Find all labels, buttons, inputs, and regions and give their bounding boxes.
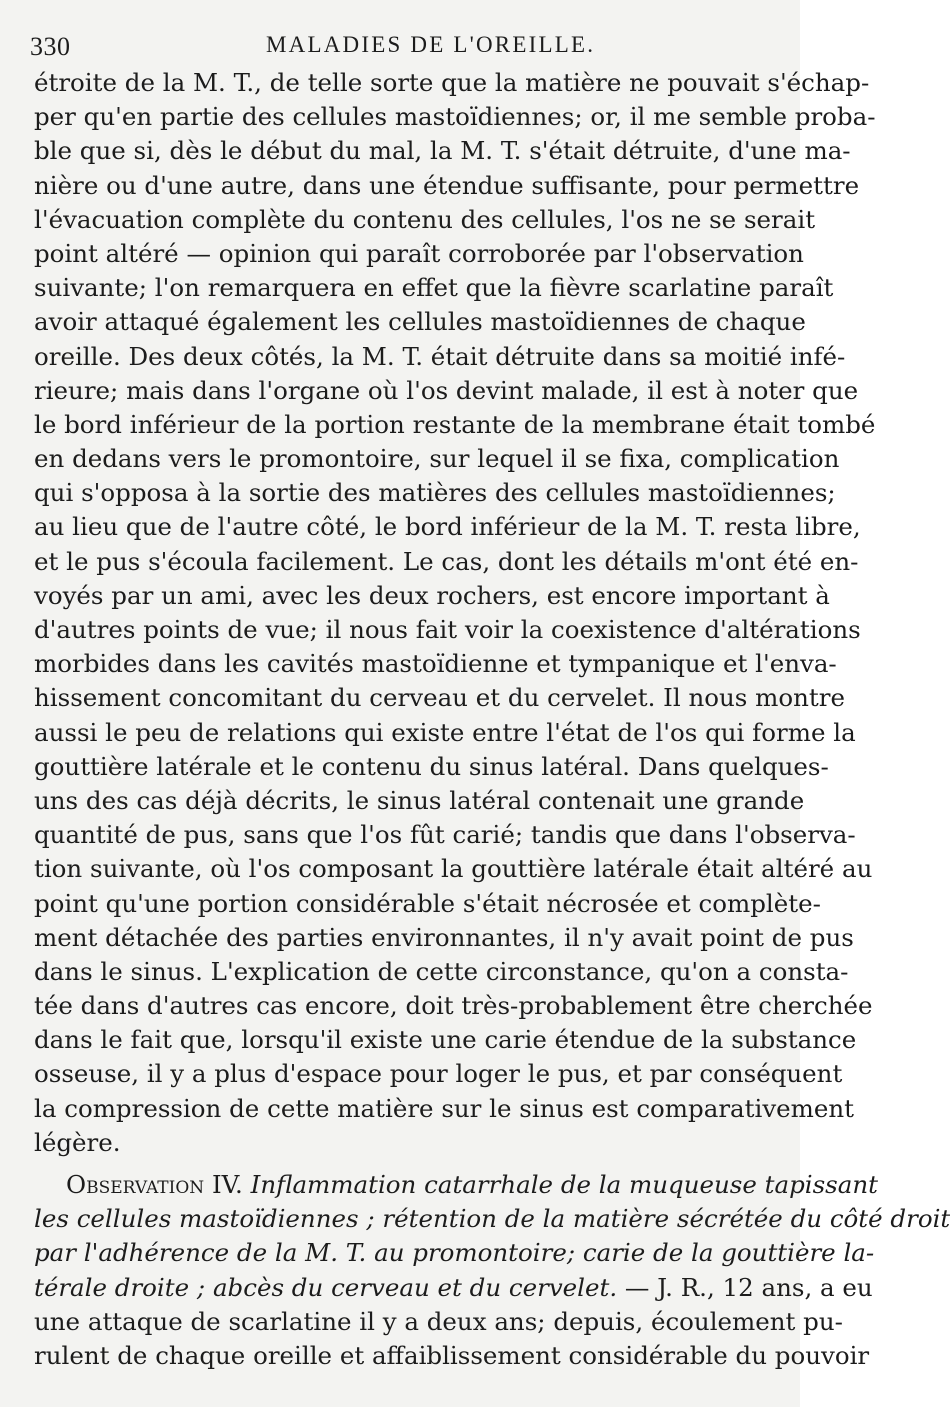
observation-title-end-line	[34, 1271, 873, 1305]
observation-title-end: térale droite ; abcès du cerveau et du cervelet.	[34, 1272, 618, 1302]
body-text	[34, 66, 950, 1373]
text-line: dans le sinus. L'explication de cette circonstance, qu'on a consta-	[34, 956, 849, 986]
text-line: oreille. Des deux côtés, la M. T. était détruite dans sa moitié infé-	[34, 341, 846, 371]
text-line: et le pus s'écoula facilement. Le cas, dont les détails m'ont été en-	[34, 546, 859, 576]
page-number: 330	[30, 32, 71, 61]
text-line: le bord inférieur de la portion restante de la membrane était tombé	[34, 409, 876, 439]
text-line: la compression de cette matière sur le sinus est comparativement	[34, 1093, 855, 1123]
running-title: MALADIES DE L'OREILLE.	[266, 32, 596, 57]
text-line: qui s'opposa à la sortie des matières des cellules mastoïdiennes;	[34, 478, 836, 508]
text-line: dans le fait que, lorsqu'il existe une carie étendue de la substance	[34, 1025, 857, 1055]
text-line: per qu'en partie des cellules mastoïdiennes; or, il me semble proba-	[34, 102, 876, 132]
text-line: ment détachée des parties environnantes, il n'y avait point de pus	[34, 922, 854, 952]
text-line: avoir attaqué également les cellules mastoïdiennes de chaque	[34, 307, 806, 337]
observation-iv	[34, 1168, 950, 1373]
text-line: osseuse, il y a plus d'espace pour loger le pus, et par conséquent	[34, 1059, 843, 1089]
text-line: quantité de pus, sans que l'os fût carié; tandis que dans l'observa-	[34, 820, 856, 850]
paragraph-gap	[34, 1160, 771, 1168]
paragraph-1	[34, 66, 876, 1160]
observation-heading-line	[34, 1168, 878, 1202]
observation-label: Observation IV.	[66, 1170, 243, 1199]
observation-text: — J. R., 12 ans, a eu	[617, 1272, 873, 1302]
text-line: ble que si, dès le début du mal, la M. T. s'était détruite, d'une ma-	[34, 136, 851, 166]
text-line: point qu'une portion considérable s'était nécrosée et complète-	[34, 888, 821, 918]
observation-title: Inflammation catarrhale de la muqueuse tapissant	[250, 1170, 878, 1199]
text-line: l'évacuation complète du contenu des cellules, l'os ne se serait	[34, 204, 816, 234]
text-line: tée dans d'autres cas encore, doit très-probablement être cherchée	[34, 991, 873, 1021]
text-line: tion suivante, où l'os composant la gouttière latérale était altéré au	[34, 854, 873, 884]
text-line: étroite de la M. T., de telle sorte que la matière ne pouvait s'échap-	[34, 68, 870, 97]
text-line: d'autres points de vue; il nous fait voir la coexistence d'altérations	[34, 615, 861, 644]
text-line: aussi le peu de relations qui existe entre l'état de l'os qui forme la	[34, 717, 856, 747]
text-line: nière ou d'une autre, dans une étendue suffisante, pour permettre	[34, 170, 860, 200]
text-line: hissement concomitant du cerveau et du cervelet. Il nous montre	[34, 683, 845, 713]
text-line: voyés par un ami, avec les deux rochers, est encore important à	[34, 580, 830, 610]
text-line: légère.	[34, 1127, 121, 1157]
text-line: suivante; l'on remarquera en effet que la fièvre scarlatine paraît	[34, 273, 834, 303]
text-line: uns des cas déjà décrits, le sinus latéral contenait une grande	[34, 785, 805, 815]
page-header	[30, 26, 775, 66]
text-line: rulent de chaque oreille et affaiblissement considérable du pouvoir	[34, 1340, 870, 1370]
observation-title-line: les cellules mastoïdiennes ; rétention de la matière sécrétée du côté droit	[34, 1204, 950, 1234]
text-line: en dedans vers le promontoire, sur lequel il se fixa, complication	[34, 444, 840, 474]
text-line: morbides dans les cavités mastoïdienne et tympanique et l'enva-	[34, 649, 837, 679]
text-line: point altéré — opinion qui paraît corroborée par l'observation	[34, 238, 804, 268]
observation-title-line: par l'adhérence de la M. T. au promontoire; carie de la gouttière la-	[34, 1238, 875, 1268]
text-line: rieure; mais dans l'organe où l'os devint malade, il est à noter que	[34, 375, 859, 405]
text-line: une attaque de scarlatine il y a deux ans; depuis, écoulement pu-	[34, 1306, 843, 1336]
text-line: au lieu que de l'autre côté, le bord inférieur de la M. T. resta libre,	[34, 512, 861, 542]
text-line: gouttière latérale et le contenu du sinus latéral. Dans quelques-	[34, 751, 829, 781]
